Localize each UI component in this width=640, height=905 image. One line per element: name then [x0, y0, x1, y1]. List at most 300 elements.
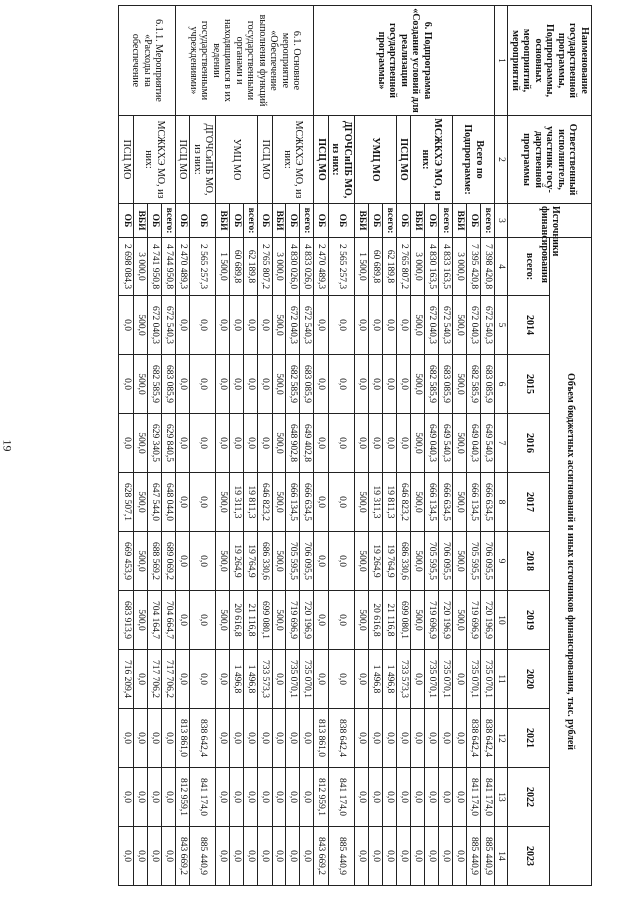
value-cell: 720 196,9 [300, 591, 314, 650]
value-cell: 0,0 [396, 414, 411, 473]
value-cell: 19 764,9 [382, 532, 396, 591]
value-cell: 735 070,1 [466, 650, 480, 709]
column-number-row [494, 6, 508, 886]
value-cell: 716 209,4 [119, 650, 134, 709]
measure-name-cell: 6.1.1. Мероприятие «Расходы на обеспечение [119, 6, 175, 116]
value-cell: 0,0 [424, 827, 438, 886]
value-cell: 0,0 [175, 473, 190, 532]
value-cell: 669 453,9 [119, 532, 134, 591]
value-cell: 735 070,1 [438, 650, 452, 709]
value-cell: 629 340,5 [147, 414, 161, 473]
value-cell: 2 565 257,3 [190, 238, 216, 296]
source-cell: всего: [480, 204, 494, 238]
header-total: всего: [508, 238, 550, 296]
value-cell: 0,0 [411, 768, 425, 827]
value-cell: 4 830 163,5 [424, 238, 438, 296]
value-cell: 500,0 [272, 414, 286, 473]
value-cell: 19 764,9 [244, 532, 258, 591]
value-cell: 0,0 [314, 355, 329, 414]
responsible-cell: ПСЦ МО [175, 116, 190, 204]
source-cell: ОБ [396, 204, 411, 238]
source-cell: ОБ [258, 204, 273, 238]
value-cell: 841 174,0 [328, 768, 354, 827]
value-cell: 0,0 [368, 827, 382, 886]
source-cell: всего: [244, 204, 258, 238]
value-cell: 0,0 [161, 768, 175, 827]
responsible-cell: Всего по Подпрограмме: [452, 116, 494, 204]
value-cell: 0,0 [300, 709, 314, 768]
value-cell: 0,0 [314, 591, 329, 650]
value-cell: 0,0 [328, 414, 354, 473]
header-year: 2014 [508, 296, 550, 355]
value-cell: 682 585,9 [286, 355, 300, 414]
value-cell: 0,0 [396, 296, 411, 355]
value-cell: 7 395 420,8 [466, 238, 480, 296]
value-cell: 0,0 [175, 532, 190, 591]
value-cell: 3 000,0 [133, 238, 147, 296]
value-cell: 0,0 [133, 709, 147, 768]
value-cell: 19 311,3 [230, 473, 244, 532]
value-cell: 0,0 [328, 532, 354, 591]
value-cell: 500,0 [411, 414, 425, 473]
source-cell: ОБ [230, 204, 244, 238]
value-cell: 2 565 257,3 [328, 238, 354, 296]
value-cell: 0,0 [354, 650, 368, 709]
value-cell: 500,0 [411, 355, 425, 414]
value-cell: 3 000,0 [411, 238, 425, 296]
value-cell: 885 440,9 [190, 827, 216, 886]
value-cell: 2 470 489,3 [314, 238, 329, 296]
source-cell: ОБ [328, 204, 354, 238]
table-row [258, 6, 273, 886]
value-cell: 0,0 [119, 296, 134, 355]
value-cell: 682 585,9 [147, 355, 161, 414]
header-row-1 [550, 6, 592, 886]
value-cell: 843 669,2 [314, 827, 329, 886]
source-cell: ОБ [286, 204, 300, 238]
value-cell: 704 664,7 [161, 591, 175, 650]
value-cell: 60 689,8 [230, 238, 244, 296]
value-cell: 0,0 [424, 709, 438, 768]
value-cell: 0,0 [328, 296, 354, 355]
table-row [396, 6, 411, 886]
value-cell: 0,0 [175, 414, 190, 473]
value-cell: 0,0 [175, 296, 190, 355]
value-cell: 0,0 [119, 827, 134, 886]
value-cell: 500,0 [411, 591, 425, 650]
value-cell: 717 706,2 [161, 650, 175, 709]
value-cell: 647 544,0 [147, 473, 161, 532]
value-cell: 4 744 950,8 [161, 238, 175, 296]
value-cell: 666 634,5 [480, 473, 494, 532]
header-year: 2018 [508, 532, 550, 591]
value-cell: 648 902,8 [286, 414, 300, 473]
value-cell: 0,0 [354, 355, 368, 414]
value-cell: 841 174,0 [480, 768, 494, 827]
source-cell: ОБ [314, 204, 329, 238]
value-cell: 672 040,3 [286, 296, 300, 355]
value-cell: 500,0 [452, 591, 466, 650]
value-cell: 0,0 [230, 296, 244, 355]
measure-name-cell: 6.1. Основное мероприятие «Обеспечение выполнения функций государственными органами и находящимися в их ведении государственными учреждениями» [175, 6, 314, 116]
column-number: 13 [494, 768, 508, 827]
value-cell: 0,0 [396, 355, 411, 414]
value-cell: 838 642,4 [190, 709, 216, 768]
column-number: 2 [494, 116, 508, 204]
value-cell: 838 642,4 [466, 709, 480, 768]
responsible-cell: УМЦ МО [216, 116, 258, 204]
value-cell: 0,0 [272, 709, 286, 768]
responsible-cell: МСЖКХЭ МО, из них: [272, 116, 314, 204]
table-row [438, 6, 452, 886]
value-cell: 672 540,3 [480, 296, 494, 355]
value-cell: 682 585,9 [424, 355, 438, 414]
value-cell: 666 134,5 [286, 473, 300, 532]
value-cell: 0,0 [424, 768, 438, 827]
budget-table [118, 5, 592, 886]
source-cell: ВБИ [411, 204, 425, 238]
header-year: 2021 [508, 709, 550, 768]
value-cell: 500,0 [452, 473, 466, 532]
value-cell: 0,0 [452, 650, 466, 709]
value-cell: 672 040,3 [466, 296, 480, 355]
value-cell: 4 741 950,8 [147, 238, 161, 296]
value-cell: 0,0 [190, 355, 216, 414]
value-cell: 0,0 [396, 768, 411, 827]
value-cell: 666 634,5 [438, 473, 452, 532]
value-cell: 0,0 [382, 355, 396, 414]
value-cell: 812 959,1 [175, 768, 190, 827]
value-cell: 0,0 [286, 768, 300, 827]
value-cell: 735 070,1 [286, 650, 300, 709]
value-cell: 500,0 [272, 532, 286, 591]
value-cell: 0,0 [216, 296, 230, 355]
header-year: 2022 [508, 768, 550, 827]
header-year: 2019 [508, 591, 550, 650]
value-cell: 649 402,8 [300, 414, 314, 473]
value-cell: 838 642,4 [328, 709, 354, 768]
value-cell: 500,0 [133, 296, 147, 355]
responsible-cell: ДГОЧСиПБ МО, из них: [328, 116, 354, 204]
value-cell: 0,0 [244, 296, 258, 355]
value-cell: 0,0 [382, 827, 396, 886]
value-cell: 683 085,9 [300, 355, 314, 414]
source-cell: ОБ [424, 204, 438, 238]
value-cell: 0,0 [230, 355, 244, 414]
value-cell: 0,0 [175, 591, 190, 650]
table-row [480, 6, 494, 886]
value-cell: 735 070,1 [480, 650, 494, 709]
value-cell: 2 470 489,3 [175, 238, 190, 296]
value-cell: 0,0 [382, 768, 396, 827]
column-number: 10 [494, 591, 508, 650]
responsible-cell: ПСЦ МО [314, 116, 329, 204]
value-cell: 500,0 [411, 532, 425, 591]
value-cell: 0,0 [119, 768, 134, 827]
value-cell: 672 540,3 [300, 296, 314, 355]
header-year: 2020 [508, 650, 550, 709]
value-cell: 0,0 [438, 827, 452, 886]
value-cell: 0,0 [147, 827, 161, 886]
value-cell: 841 174,0 [466, 768, 480, 827]
value-cell: 719 696,9 [466, 591, 480, 650]
value-cell: 720 196,9 [480, 591, 494, 650]
value-cell: 0,0 [286, 709, 300, 768]
value-cell: 0,0 [133, 768, 147, 827]
header-name: Наименование государственной программы, Подпрограммы, основных мероприятий, мероприятий [508, 6, 592, 116]
value-cell: 646 823,2 [258, 473, 273, 532]
column-number: 7 [494, 414, 508, 473]
value-cell: 682 585,9 [466, 355, 480, 414]
table-row [190, 6, 216, 886]
value-cell: 720 196,9 [438, 591, 452, 650]
value-cell: 629 840,5 [161, 414, 175, 473]
source-cell: всего: [382, 204, 396, 238]
value-cell: 3 000,0 [272, 238, 286, 296]
value-cell: 0,0 [190, 591, 216, 650]
value-cell: 0,0 [147, 768, 161, 827]
value-cell: 0,0 [244, 355, 258, 414]
value-cell: 0,0 [190, 650, 216, 709]
column-number: 14 [494, 827, 508, 886]
value-cell: 0,0 [354, 827, 368, 886]
value-cell: 706 095,5 [480, 532, 494, 591]
value-cell: 0,0 [244, 414, 258, 473]
value-cell: 666 134,5 [424, 473, 438, 532]
value-cell: 1 500,0 [354, 238, 368, 296]
page-number: 19 [0, 439, 15, 451]
source-cell: ВБИ [272, 204, 286, 238]
value-cell: 705 595,5 [466, 532, 480, 591]
value-cell: 0,0 [258, 768, 273, 827]
source-cell: ВБИ [354, 204, 368, 238]
value-cell: 0,0 [314, 296, 329, 355]
value-cell: 689 069,2 [161, 532, 175, 591]
value-cell: 735 070,1 [300, 650, 314, 709]
value-cell: 4 833 026,0 [300, 238, 314, 296]
value-cell: 500,0 [354, 473, 368, 532]
value-cell: 0,0 [258, 414, 273, 473]
value-cell: 7 398 420,8 [480, 238, 494, 296]
table-row [244, 6, 258, 886]
value-cell: 500,0 [216, 532, 230, 591]
table-viewport [57, 5, 592, 885]
value-cell: 0,0 [244, 827, 258, 886]
value-cell: 0,0 [119, 414, 134, 473]
source-cell: всего: [438, 204, 452, 238]
value-cell: 500,0 [411, 296, 425, 355]
value-cell: 0,0 [354, 414, 368, 473]
value-cell: 0,0 [368, 355, 382, 414]
value-cell: 19 811,3 [244, 473, 258, 532]
value-cell: 0,0 [258, 296, 273, 355]
value-cell: 649 040,3 [424, 414, 438, 473]
table-row [328, 6, 354, 886]
value-cell: 672 540,3 [438, 296, 452, 355]
table-body [119, 6, 494, 886]
value-cell: 0,0 [216, 414, 230, 473]
value-cell: 0,0 [396, 709, 411, 768]
value-cell: 0,0 [354, 296, 368, 355]
value-cell: 0,0 [272, 650, 286, 709]
value-cell: 672 540,3 [161, 296, 175, 355]
value-cell: 500,0 [272, 296, 286, 355]
column-number: 11 [494, 650, 508, 709]
value-cell: 0,0 [438, 768, 452, 827]
value-cell: 0,0 [147, 709, 161, 768]
value-cell: 500,0 [272, 591, 286, 650]
responsible-cell: ПСЦ МО [258, 116, 273, 204]
subprogram-name-cell: 6. Подпрограмма «Создание условий для реализации государственной программы» [314, 6, 494, 116]
value-cell: 0,0 [452, 827, 466, 886]
value-cell: 0,0 [328, 591, 354, 650]
value-cell: 688 569,2 [147, 532, 161, 591]
value-cell: 628 507,1 [119, 473, 134, 532]
value-cell: 19 311,3 [368, 473, 382, 532]
value-cell: 20 616,8 [368, 591, 382, 650]
value-cell: 666 134,5 [466, 473, 480, 532]
value-cell: 1 496,8 [244, 650, 258, 709]
column-number: 8 [494, 473, 508, 532]
value-cell: 649 040,3 [466, 414, 480, 473]
value-cell: 500,0 [133, 414, 147, 473]
value-cell: 0,0 [244, 768, 258, 827]
value-cell: 4 833 163,5 [438, 238, 452, 296]
source-cell: всего: [300, 204, 314, 238]
value-cell: 683 085,9 [161, 355, 175, 414]
value-cell: 0,0 [411, 827, 425, 886]
value-cell: 500,0 [452, 296, 466, 355]
value-cell: 813 861,0 [314, 709, 329, 768]
value-cell: 2 698 084,3 [119, 238, 134, 296]
source-cell: ОБ [147, 204, 161, 238]
column-number: 12 [494, 709, 508, 768]
value-cell: 0,0 [452, 768, 466, 827]
value-cell: 0,0 [438, 709, 452, 768]
responsible-cell: МСЖКХЭ МО, из них: [411, 116, 453, 204]
value-cell: 683 085,9 [480, 355, 494, 414]
value-cell: 0,0 [190, 414, 216, 473]
source-cell: ВБИ [216, 204, 230, 238]
value-cell: 0,0 [258, 827, 273, 886]
value-cell: 843 669,2 [175, 827, 190, 886]
value-cell: 885 440,9 [466, 827, 480, 886]
value-cell: 0,0 [354, 768, 368, 827]
value-cell: 699 080,1 [396, 591, 411, 650]
value-cell: 0,0 [368, 414, 382, 473]
responsible-cell: ДГОЧСиПБ МО, из них: [190, 116, 216, 204]
source-cell: ВБИ [133, 204, 147, 238]
value-cell: 62 189,8 [244, 238, 258, 296]
value-cell: 500,0 [452, 532, 466, 591]
value-cell: 0,0 [216, 709, 230, 768]
source-cell: ОБ [368, 204, 382, 238]
table-row [119, 6, 134, 886]
value-cell: 0,0 [190, 473, 216, 532]
source-cell: ОБ [190, 204, 216, 238]
value-cell: 0,0 [133, 650, 147, 709]
column-number: 6 [494, 355, 508, 414]
value-cell: 0,0 [119, 355, 134, 414]
value-cell: 500,0 [216, 473, 230, 532]
value-cell: 885 440,9 [328, 827, 354, 886]
value-cell: 646 823,2 [396, 473, 411, 532]
value-cell: 20 616,8 [230, 591, 244, 650]
table-row [175, 6, 190, 886]
value-cell: 705 595,5 [286, 532, 300, 591]
responsible-cell: ПСЦ МО [396, 116, 411, 204]
value-cell: 0,0 [382, 296, 396, 355]
table-row [314, 6, 329, 886]
value-cell: 719 696,9 [286, 591, 300, 650]
value-cell: 0,0 [300, 827, 314, 886]
value-cell: 0,0 [328, 355, 354, 414]
source-cell: ОБ [175, 204, 190, 238]
column-number: 9 [494, 532, 508, 591]
header-sources: Источники финансирования [508, 204, 592, 238]
source-cell: ВБИ [452, 204, 466, 238]
value-cell: 0,0 [314, 473, 329, 532]
value-cell: 649 540,3 [480, 414, 494, 473]
header-year: 2015 [508, 355, 550, 414]
value-cell: 813 861,0 [175, 709, 190, 768]
value-cell: 0,0 [314, 650, 329, 709]
rotated-table-wrapper [57, 5, 592, 885]
value-cell: 19 264,9 [230, 532, 244, 591]
value-cell: 1 496,8 [368, 650, 382, 709]
responsible-cell: МСЖКХЭ МО, из них: [133, 116, 175, 204]
value-cell: 686 330,6 [396, 532, 411, 591]
value-cell: 719 696,9 [424, 591, 438, 650]
value-cell: 0,0 [411, 650, 425, 709]
value-cell: 699 080,1 [258, 591, 273, 650]
column-number: 4 [494, 238, 508, 296]
value-cell: 0,0 [216, 355, 230, 414]
value-cell: 0,0 [175, 355, 190, 414]
value-cell: 500,0 [452, 355, 466, 414]
value-cell: 0,0 [368, 709, 382, 768]
value-cell: 717 706,2 [147, 650, 161, 709]
value-cell: 500,0 [216, 591, 230, 650]
value-cell: 21 116,8 [382, 591, 396, 650]
value-cell: 500,0 [354, 591, 368, 650]
column-number: 3 [494, 204, 508, 238]
value-cell: 0,0 [119, 709, 134, 768]
value-cell: 60 689,8 [368, 238, 382, 296]
value-cell: 683 913,9 [119, 591, 134, 650]
value-cell: 0,0 [314, 414, 329, 473]
value-cell: 666 634,5 [300, 473, 314, 532]
value-cell: 0,0 [354, 709, 368, 768]
value-cell: 672 040,3 [424, 296, 438, 355]
source-cell: ОБ [119, 204, 134, 238]
header-responsible: Ответственный исполнитель, участник госу-дарственной программы [508, 116, 592, 204]
value-cell: 0,0 [190, 532, 216, 591]
table-row [300, 6, 314, 886]
value-cell: 841 174,0 [190, 768, 216, 827]
value-cell: 0,0 [411, 709, 425, 768]
responsible-cell: ПСЦ МО [119, 116, 134, 204]
value-cell: 706 095,5 [438, 532, 452, 591]
value-cell: 0,0 [272, 768, 286, 827]
value-cell: 0,0 [328, 473, 354, 532]
value-cell: 2 765 807,2 [258, 238, 273, 296]
header-year: 2016 [508, 414, 550, 473]
table-row [382, 6, 396, 886]
value-cell: 500,0 [272, 473, 286, 532]
value-cell: 686 330,6 [258, 532, 273, 591]
value-cell: 500,0 [452, 414, 466, 473]
